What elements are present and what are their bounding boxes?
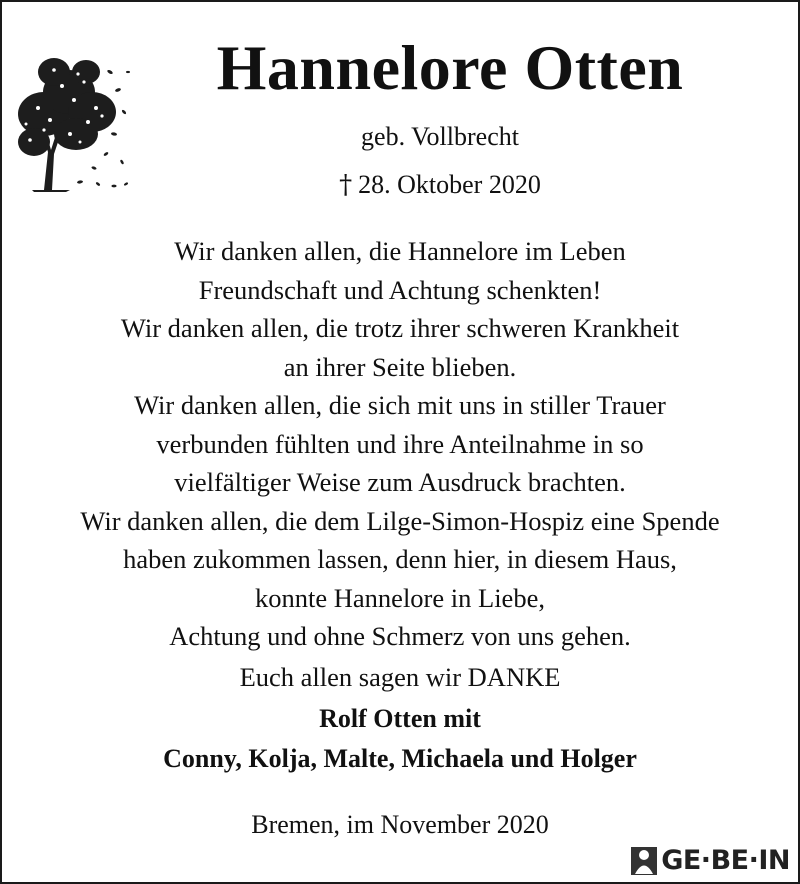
dagger-symbol: † <box>339 170 353 200</box>
place-date: Bremen, im November 2020 <box>251 810 549 839</box>
gebein-logo <box>631 845 790 876</box>
text-line: verbunden fühlten und ihre Anteilnahme in so <box>156 428 644 459</box>
text-line: Wir danken allen, die dem Lilge-Simon-Hospiz eine Spende <box>80 505 720 536</box>
text-line: Wir danken allen, die trotz ihrer schweren Krankheit <box>120 313 680 343</box>
text-line: Achtung und ohne Schmerz von uns gehen. <box>169 621 631 651</box>
death-date: 28. Oktober 2020 <box>358 170 541 199</box>
signature-family: Conny, Kolja, Malte, Michaela und Holger <box>163 744 637 773</box>
text-line: Wir danken allen, die Hannelore im Leben <box>174 236 626 266</box>
acknowledgement-text <box>2 232 798 656</box>
signature-primary: Rolf Otten mit <box>319 704 481 733</box>
closing-thanks: Euch allen sagen wir DANKE <box>239 662 561 692</box>
text-line: haben zukommen lassen, denn hier, in diesem Haus, <box>123 544 677 574</box>
death-date-line <box>82 170 798 200</box>
text-line: konnte Hannelore in Liebe, <box>255 582 545 613</box>
person-silhouette-icon <box>631 847 657 875</box>
text-line: vielfältiger Weise zum Ausdruck brachten. <box>174 467 626 497</box>
logo-text: GE·BE·IN <box>661 845 790 876</box>
text-line: Wir danken allen, die sich mit uns in stiller Trauer <box>134 390 666 420</box>
text-line: an ihrer Seite blieben. <box>283 351 517 382</box>
deceased-name: Hannelore Otten <box>216 32 684 103</box>
text-line: Freundschaft und Achtung schenkten! <box>198 274 602 305</box>
maiden-name: geb. Vollbrecht <box>361 122 519 151</box>
